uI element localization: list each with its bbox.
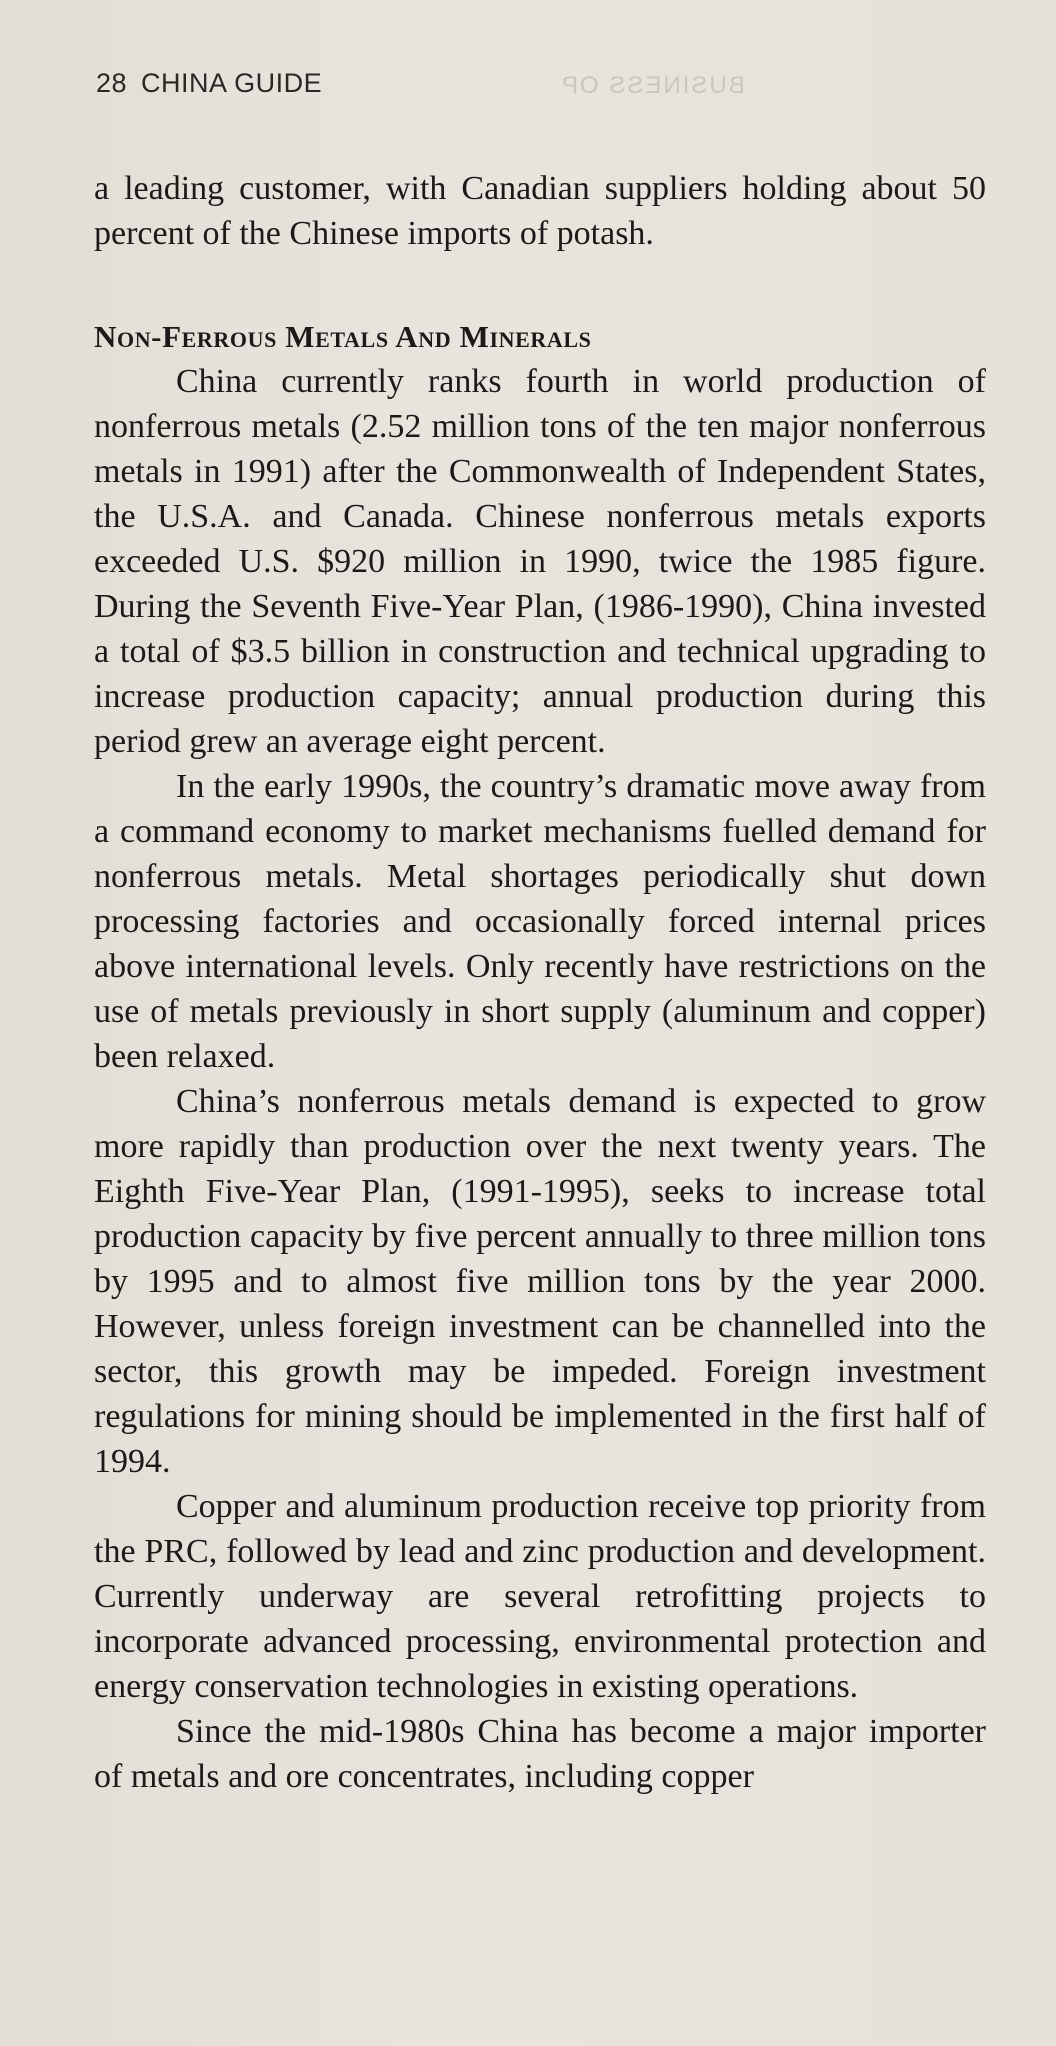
paragraph-imports: Since the mid-1980s China has become a major importer of metals and ore concentrates, including copper (94, 1713, 986, 1795)
paragraph-priorities: Copper and aluminum production receive top priority from the PRC, followed by lead and zinc production and development. Currently underway are several retrofitting projects to incorporate advanced processing, environmental protection and energy conservation technologies in existing operations. (94, 1488, 986, 1705)
page-number: 28 (96, 68, 128, 98)
paragraph-market-mechanisms: In the early 1990s, the country’s dramatic move away from a command economy to market mechanisms fuelled demand for nonferrous metals. Metal shortages periodically shut down processing factories and occasionally forced internal prices above international levels. Only recently have restrictions on the use of metals previously in short supply (aluminum and copper) been relaxed. (94, 768, 986, 1075)
section-heading: Non-Ferrous Metals And Minerals (94, 319, 592, 354)
body-text (94, 166, 986, 1799)
paragraph-demand-forecast: China’s nonferrous metals demand is expected to grow more rapidly than production over the next twenty years. The Eighth Five-Year Plan, (1991-1995), seeks to increase total production capacity by five percent annually to three million tons by 1995 and to almost five million tons by the year 2000. However, unless foreign investment can be channelled into the sector, this growth may be impeded. Foreign investment regulations for mining should be implemented in the first half of 1994. (94, 1083, 986, 1480)
running-title: CHINA GUIDE (141, 68, 323, 98)
bleed-through-text: BUSINESS OP (560, 72, 745, 99)
section-spacer (94, 256, 986, 314)
running-header (96, 68, 322, 99)
paragraph-production: China currently ranks fourth in world production of nonferrous metals (2.52 million tons of the ten major nonferrous metals in 1991) after the Commonwealth of Independent States, the U.S.A. and Canada. Chinese nonferrous metals exports exceeded U.S. $920 million in 1990, twice the 1985 figure. During the Seventh Five-Year Plan, (1986-1990), China invested a total of $3.5 billion in construction and technical upgrading to increase production capacity; annual production during this period grew an average eight percent. (94, 363, 986, 760)
carry-over-paragraph: a leading customer, with Canadian suppliers holding about 50 percent of the Chinese imports of potash. (94, 170, 986, 252)
